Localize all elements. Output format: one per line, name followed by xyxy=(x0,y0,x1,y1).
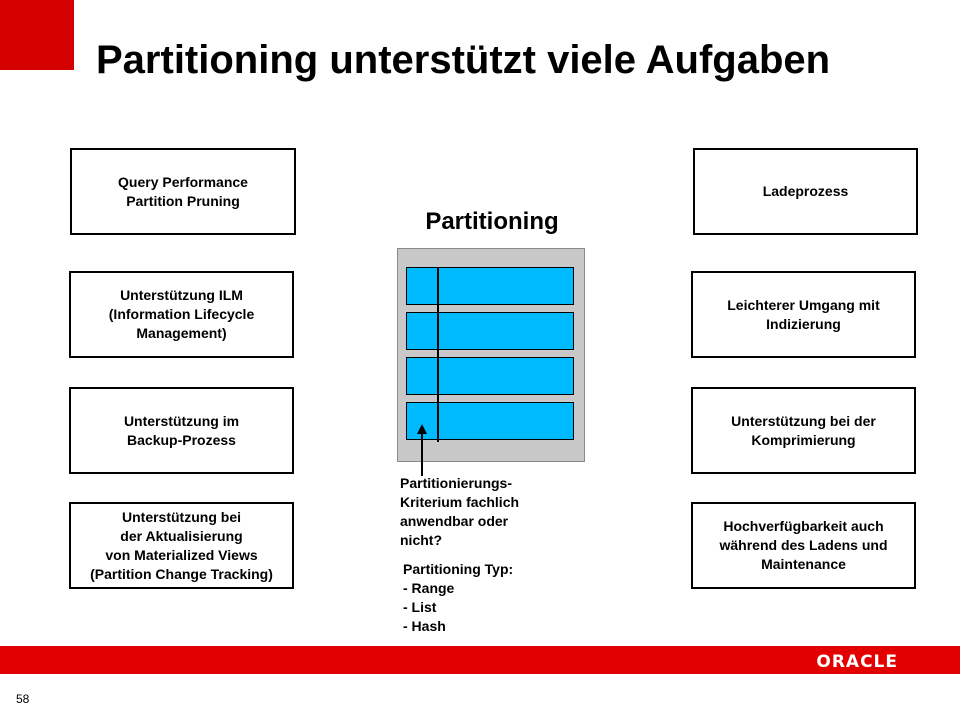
partitioning-type-note: Partitioning Typ: - Range - List - Hash xyxy=(403,561,514,634)
box-label: Ladeprozess xyxy=(762,183,849,199)
box-label: Unterstützung bei der Aktualisierung von Materialized Views (Partition Change Tracking) xyxy=(90,508,273,582)
corner-accent xyxy=(0,0,74,70)
partition-segment xyxy=(406,402,574,440)
page-number: 58 xyxy=(16,692,30,706)
criterion-arrow xyxy=(421,432,423,476)
box-query-performance xyxy=(70,148,296,235)
box-ilm-support xyxy=(69,271,294,358)
box-indexing xyxy=(691,271,916,358)
box-label: Unterstützung bei der Komprimierung xyxy=(731,412,876,448)
box-label: Unterstützung ILM (Information Lifecycle Management) xyxy=(108,287,255,341)
box-high-availability xyxy=(691,502,916,589)
box-compression xyxy=(691,387,916,474)
criterion-note: Partitionierungs- Kriterium fachlich anwendbar oder nicht? xyxy=(400,475,520,548)
slide-title: Partitioning unterstützt viele Aufgaben xyxy=(96,38,831,82)
box-label: Leichterer Umgang mit Indizierung xyxy=(727,296,880,332)
partition-segment xyxy=(406,267,574,305)
oracle-logo: ORACLE xyxy=(816,652,898,672)
box-label: Hochverfügbarkeit auch während des Ladens und Maintenance xyxy=(719,518,888,572)
partition-key-line xyxy=(437,267,439,442)
partition-segment xyxy=(406,357,574,395)
box-label: Unterstützung im Backup-Prozess xyxy=(123,412,240,448)
partition-segment xyxy=(406,312,574,350)
box-materialized-views xyxy=(69,502,294,589)
footer-bar xyxy=(0,646,960,674)
partitioning-heading: Partitioning xyxy=(425,208,559,235)
box-backup-support xyxy=(69,387,294,474)
box-label: Query Performance Partition Pruning xyxy=(118,173,248,209)
box-load-process xyxy=(693,148,918,235)
